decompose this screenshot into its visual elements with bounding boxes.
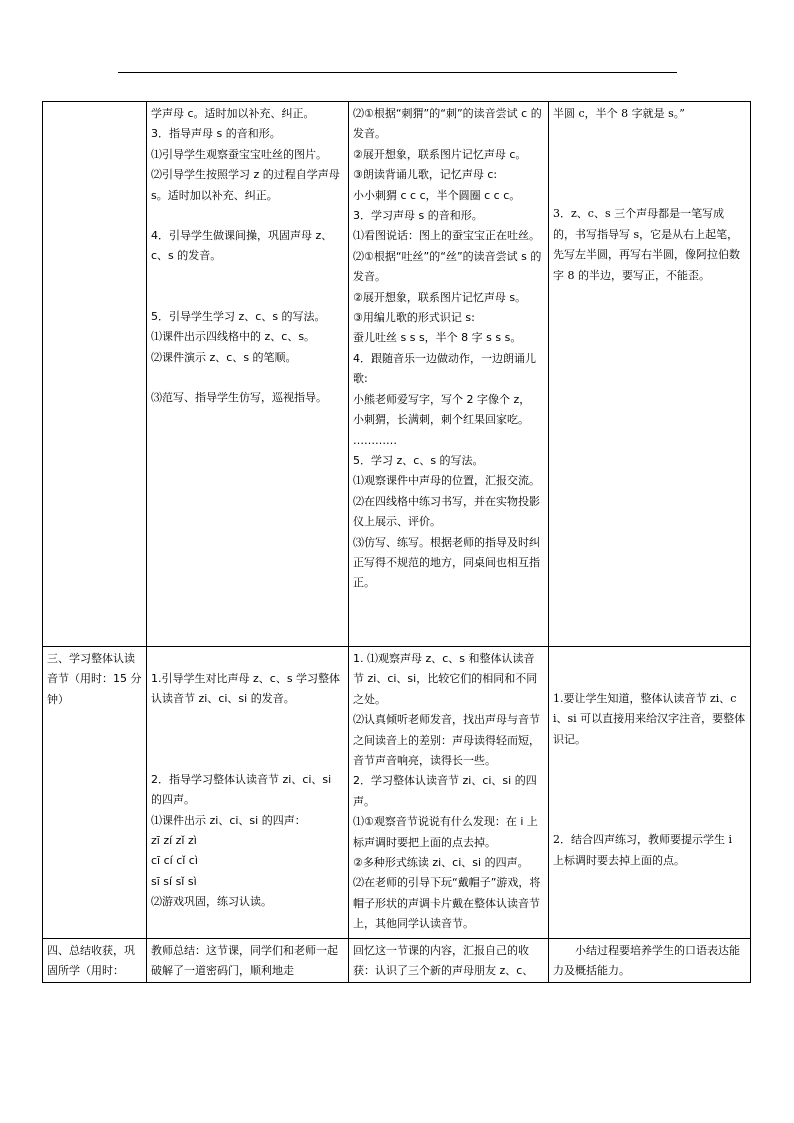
spacer (553, 649, 746, 669)
cell-paragraph: ⑵在老师的引导下玩“戴帽子”游戏，将帽子形状的声调卡片戴在整体认读音节上，其他同学认读音节。 (353, 876, 541, 931)
spacer (151, 287, 344, 307)
cell-paragraph: ⑵游戏巩固，练习认读。 (151, 895, 272, 909)
cell-paragraph: 蚕儿吐丝 s s s，半个 8 字 s s s。 (353, 331, 522, 345)
cell-paragraph: cī cí cǐ cì (151, 854, 198, 868)
spacer (553, 124, 746, 144)
cell-paragraph: ………… (353, 433, 397, 447)
teacher-activity-cell (147, 102, 349, 647)
cell-paragraph: ⑴看图说话：图上的蚕宝宝正在吐丝。 (353, 229, 540, 243)
cell-paragraph: ⑵认真倾听老师发音，找出声母与音节之间读音上的差别：声母读得轻而短，音节声音响亮，读得长一些。 (353, 713, 540, 768)
design-notes-cell (549, 647, 751, 939)
cell-paragraph: 3．指导声母 s 的音和形。 (151, 127, 281, 141)
cell-paragraph: 2．学习整体认读音节 zi、ci、si 的四声。 (353, 774, 537, 808)
cell-paragraph: ⑵①根据“吐丝”的“丝”的读音尝试 s 的发音。 (353, 249, 542, 284)
cell-paragraph: ⑴课件出示 zi、ci、si 的四声： (151, 813, 306, 827)
spacer (151, 730, 344, 750)
student-activity-cell (349, 102, 549, 647)
cell-paragraph: 1.要让学生知道，整体认读音节 zi、ci、si 可以直接用来给汉字注音，要整体识记。 (553, 692, 746, 746)
cell-paragraph: ⑵引导学生按照学习 z 的过程自学声母 s。适时加以补充、纠正。 (151, 168, 340, 202)
table-row (43, 647, 751, 939)
cell-paragraph: 2．指导学习整体认读音节 zi、ci、si 的四声。 (151, 772, 332, 807)
cell-paragraph: 半圆 c，半个 8 字就是 s。” (553, 107, 685, 120)
cell-paragraph: 5．学习 z、c、s 的写法。 (353, 453, 484, 467)
section-cell: 四、总结收获，巩固所学（用时： (43, 939, 147, 983)
cell-paragraph: 3．z、c、s 三个声母都是一笔写成的，书写指导写 s，它是从右上起笔，先写左半圆，再写右半圆，像阿拉伯数字 8 的半边，要写正，不能歪。 (553, 207, 740, 282)
header-rule (118, 72, 677, 73)
cell-paragraph: 3．学习声母 s 的音和形。 (353, 209, 483, 223)
cell-paragraph: ⑴①观察音节说说有什么发现：在 i 上标声调时要把上面的点去掉。 (353, 815, 538, 849)
spacer (553, 669, 746, 689)
cell-paragraph: 4．跟随音乐一边做动作，一边朗诵儿歌: (353, 351, 536, 386)
cell-paragraph: zī zí zǐ zì (151, 834, 197, 848)
spacer (553, 770, 746, 790)
cell-paragraph: ⑴课件出示四线格中的 z、c、s。 (151, 330, 316, 344)
cell-paragraph: ⑴观察课件中声母的位置，汇报交流。 (353, 474, 540, 488)
cell-paragraph: 学声母 c。适时加以补充、纠正。 (151, 107, 315, 120)
cell-paragraph: 4．引导学生做课间操，巩固声母 z、c、s 的发音。 (151, 229, 333, 263)
cell-paragraph: ⑶仿写、练写。根据老师的指导及时纠正写得不规范的地方，同桌间也相互指正。 (353, 535, 540, 590)
cell-paragraph: ⑵在四线格中练习书写，并在实物投影仪上展示、评价。 (353, 494, 540, 529)
spacer (553, 164, 746, 184)
spacer (151, 649, 344, 669)
section-cell (43, 102, 147, 647)
table-row (43, 939, 751, 983)
lesson-plan-table (42, 101, 751, 983)
cell-paragraph: 小刺猬，长满刺，刺个红果回家吃。 (353, 413, 529, 427)
spacer (553, 810, 746, 830)
cell-paragraph: 1. ⑴观察声母 z、c、s 和整体认读音节 zi、ci、si，比较它们的相同和不同之处。 (353, 652, 538, 706)
spacer (553, 184, 746, 204)
student-activity-cell: 回忆这一节课的内容，汇报自己的收获：认识了三个新的声母朋友 z、c、 (349, 939, 549, 983)
student-activity-cell (349, 647, 549, 939)
teacher-activity-cell (147, 647, 349, 939)
cell-paragraph: 5．引导学生学习 z、c、s 的写法。 (151, 309, 326, 323)
cell-paragraph: ②展开想象，联系图片记忆声母 c。 (353, 147, 527, 161)
spacer (151, 267, 344, 287)
spacer (553, 750, 746, 770)
design-notes-cell: 小结过程要培养学生的口语表达能力及概括能力。 (549, 939, 751, 983)
spacer (151, 710, 344, 730)
table-row (43, 102, 751, 647)
cell-paragraph: 1.引导学生对比声母 z、c、s 学习整体认读音节 zi、ci、si 的发音。 (151, 672, 341, 706)
spacer (553, 790, 746, 810)
teacher-activity-cell: 教师总结：这节课，同学们和老师一起破解了一道密码门，顺利地走 (147, 939, 349, 983)
spacer (151, 750, 344, 770)
cell-paragraph: 2．结合四声练习，教师要提示学生 i 上标调时要去掉上面的点。 (553, 833, 733, 867)
spacer (151, 368, 344, 388)
cell-paragraph: sī sí sǐ sì (151, 874, 197, 888)
cell-paragraph: ②展开想象，联系图片记忆声母 s。 (353, 290, 527, 304)
cell-paragraph: ⑶范写、指导学生仿写，巡视指导。 (151, 391, 327, 405)
cell-paragraph: 小熊老师爱写字，写个 2 字像个 z， (353, 392, 531, 406)
section-cell: 三、学习整体认读音节（用时：15 分钟） (43, 647, 147, 939)
cell-paragraph: ③朗读背诵儿歌，记忆声母 c: (353, 168, 498, 182)
cell-paragraph: 小小刺猬 c c c，半个圆圈 c c c。 (353, 188, 521, 202)
cell-paragraph: ⑵①根据“刺猬”的“刺”的读音尝试 c 的发音。 (353, 107, 542, 141)
cell-paragraph: ⑵课件演示 z、c、s 的笔顺。 (151, 350, 297, 364)
cell-paragraph: ⑴引导学生观察蚕宝宝吐丝的图片。 (151, 147, 327, 161)
spacer (553, 144, 746, 164)
spacer (151, 206, 344, 226)
design-notes-cell (549, 102, 751, 647)
cell-paragraph: ②多种形式练读 zi、ci、si 的四声。 (353, 856, 529, 870)
cell-paragraph: ③用编儿歌的形式识记 s: (353, 311, 475, 325)
